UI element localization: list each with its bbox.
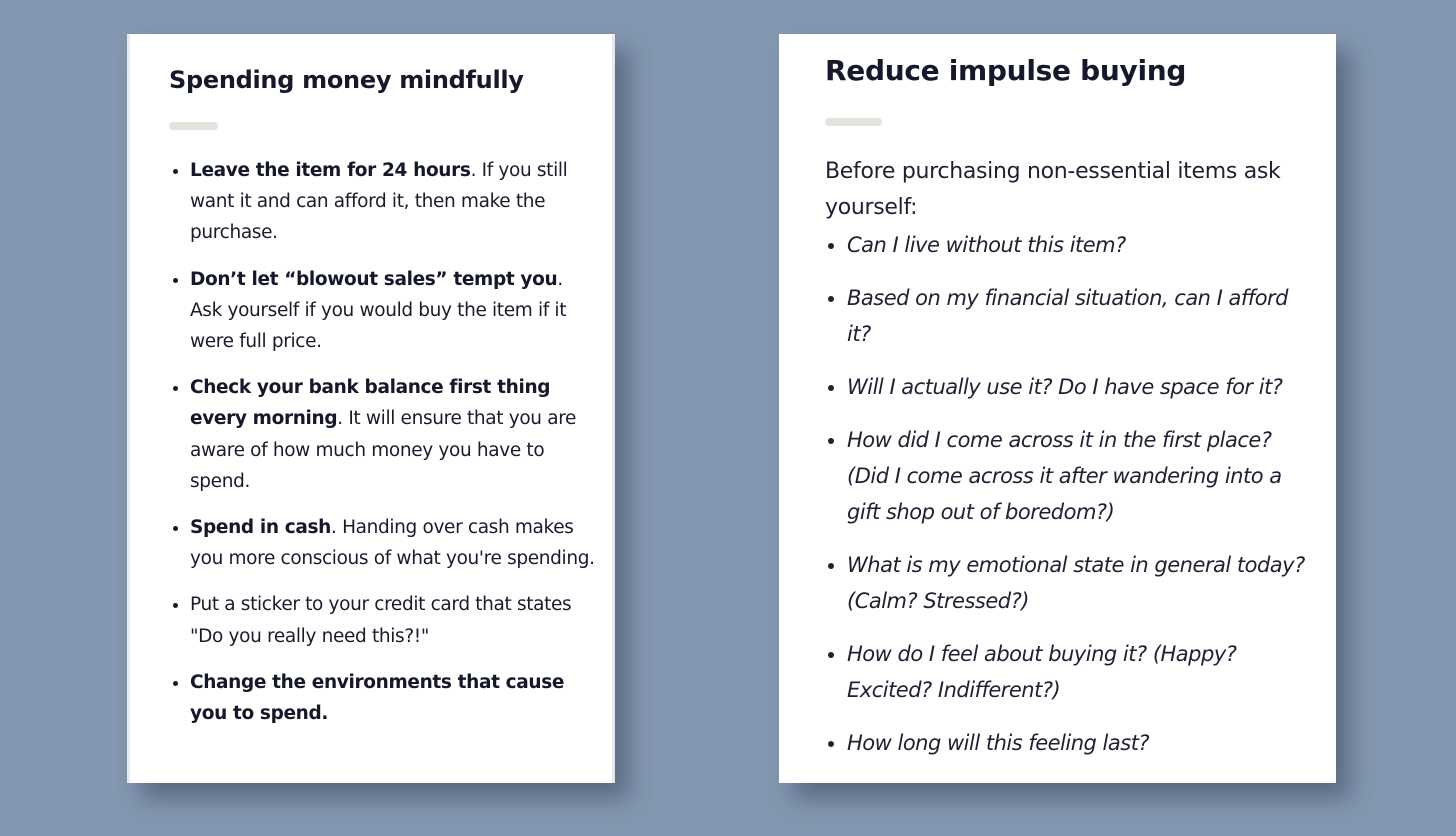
tip-bold-text: Spend in cash — [190, 517, 332, 539]
questions-list — [825, 227, 1317, 761]
card-title: Reduce impulse buying — [825, 54, 1187, 87]
list-item — [190, 589, 600, 651]
title-divider — [169, 122, 218, 130]
spending-mindfully-card — [127, 34, 615, 783]
tip-text: . If you still want it and can afford it, then make the purchase. — [190, 160, 568, 244]
tip-text: . Handing over cash makes you more conscious of what you're spending. — [190, 517, 595, 570]
card-title: Spending money mindfully — [169, 66, 524, 94]
tip-text: Put a sticker to your credit card that states "Do you really need this?!" — [190, 594, 572, 647]
tip-text: . It will ensure that you are aware of how much money you have to spend. — [190, 408, 577, 492]
tips-list — [170, 155, 600, 729]
list-item: • Can I live without this item? — [847, 227, 1317, 263]
tip-bold-text: Leave the item for 24 hours — [190, 160, 471, 181]
list-item: • How long will this feeling last? — [847, 725, 1317, 761]
list-item: • What is my emotional state in general today? (Calm? Stressed?) — [847, 547, 1317, 619]
list-item — [190, 155, 600, 249]
tip-bold-text: Change the environments that cause you to spend. — [190, 671, 565, 725]
tip-bold-text: Don’t let “blowout sales” tempt you — [190, 268, 558, 290]
list-item: • How did I come across it in the first place? (Did I come across it after wandering into a gift shop out of boredom?) — [847, 422, 1317, 530]
tip-bold-text: Check your bank balance first thing every morning — [190, 377, 551, 430]
tip-text: . Ask yourself if you would buy the item if it were full price. — [190, 268, 567, 353]
list-item — [190, 264, 600, 358]
list-item: • Will I actually use it? Do I have space for it? — [847, 369, 1317, 405]
list-item: • Based on my financial situation, can I afford it? — [847, 280, 1317, 352]
list-item — [190, 667, 600, 729]
intro-text: Before purchasing non-essential items ask yourself: — [825, 159, 1281, 220]
list-item — [190, 372, 600, 497]
title-divider — [825, 118, 882, 126]
list-item — [190, 512, 600, 574]
impulse-buying-card — [779, 34, 1336, 783]
list-item: • How do I feel about buying it? (Happy? Excited? Indifferent?) — [847, 636, 1317, 708]
